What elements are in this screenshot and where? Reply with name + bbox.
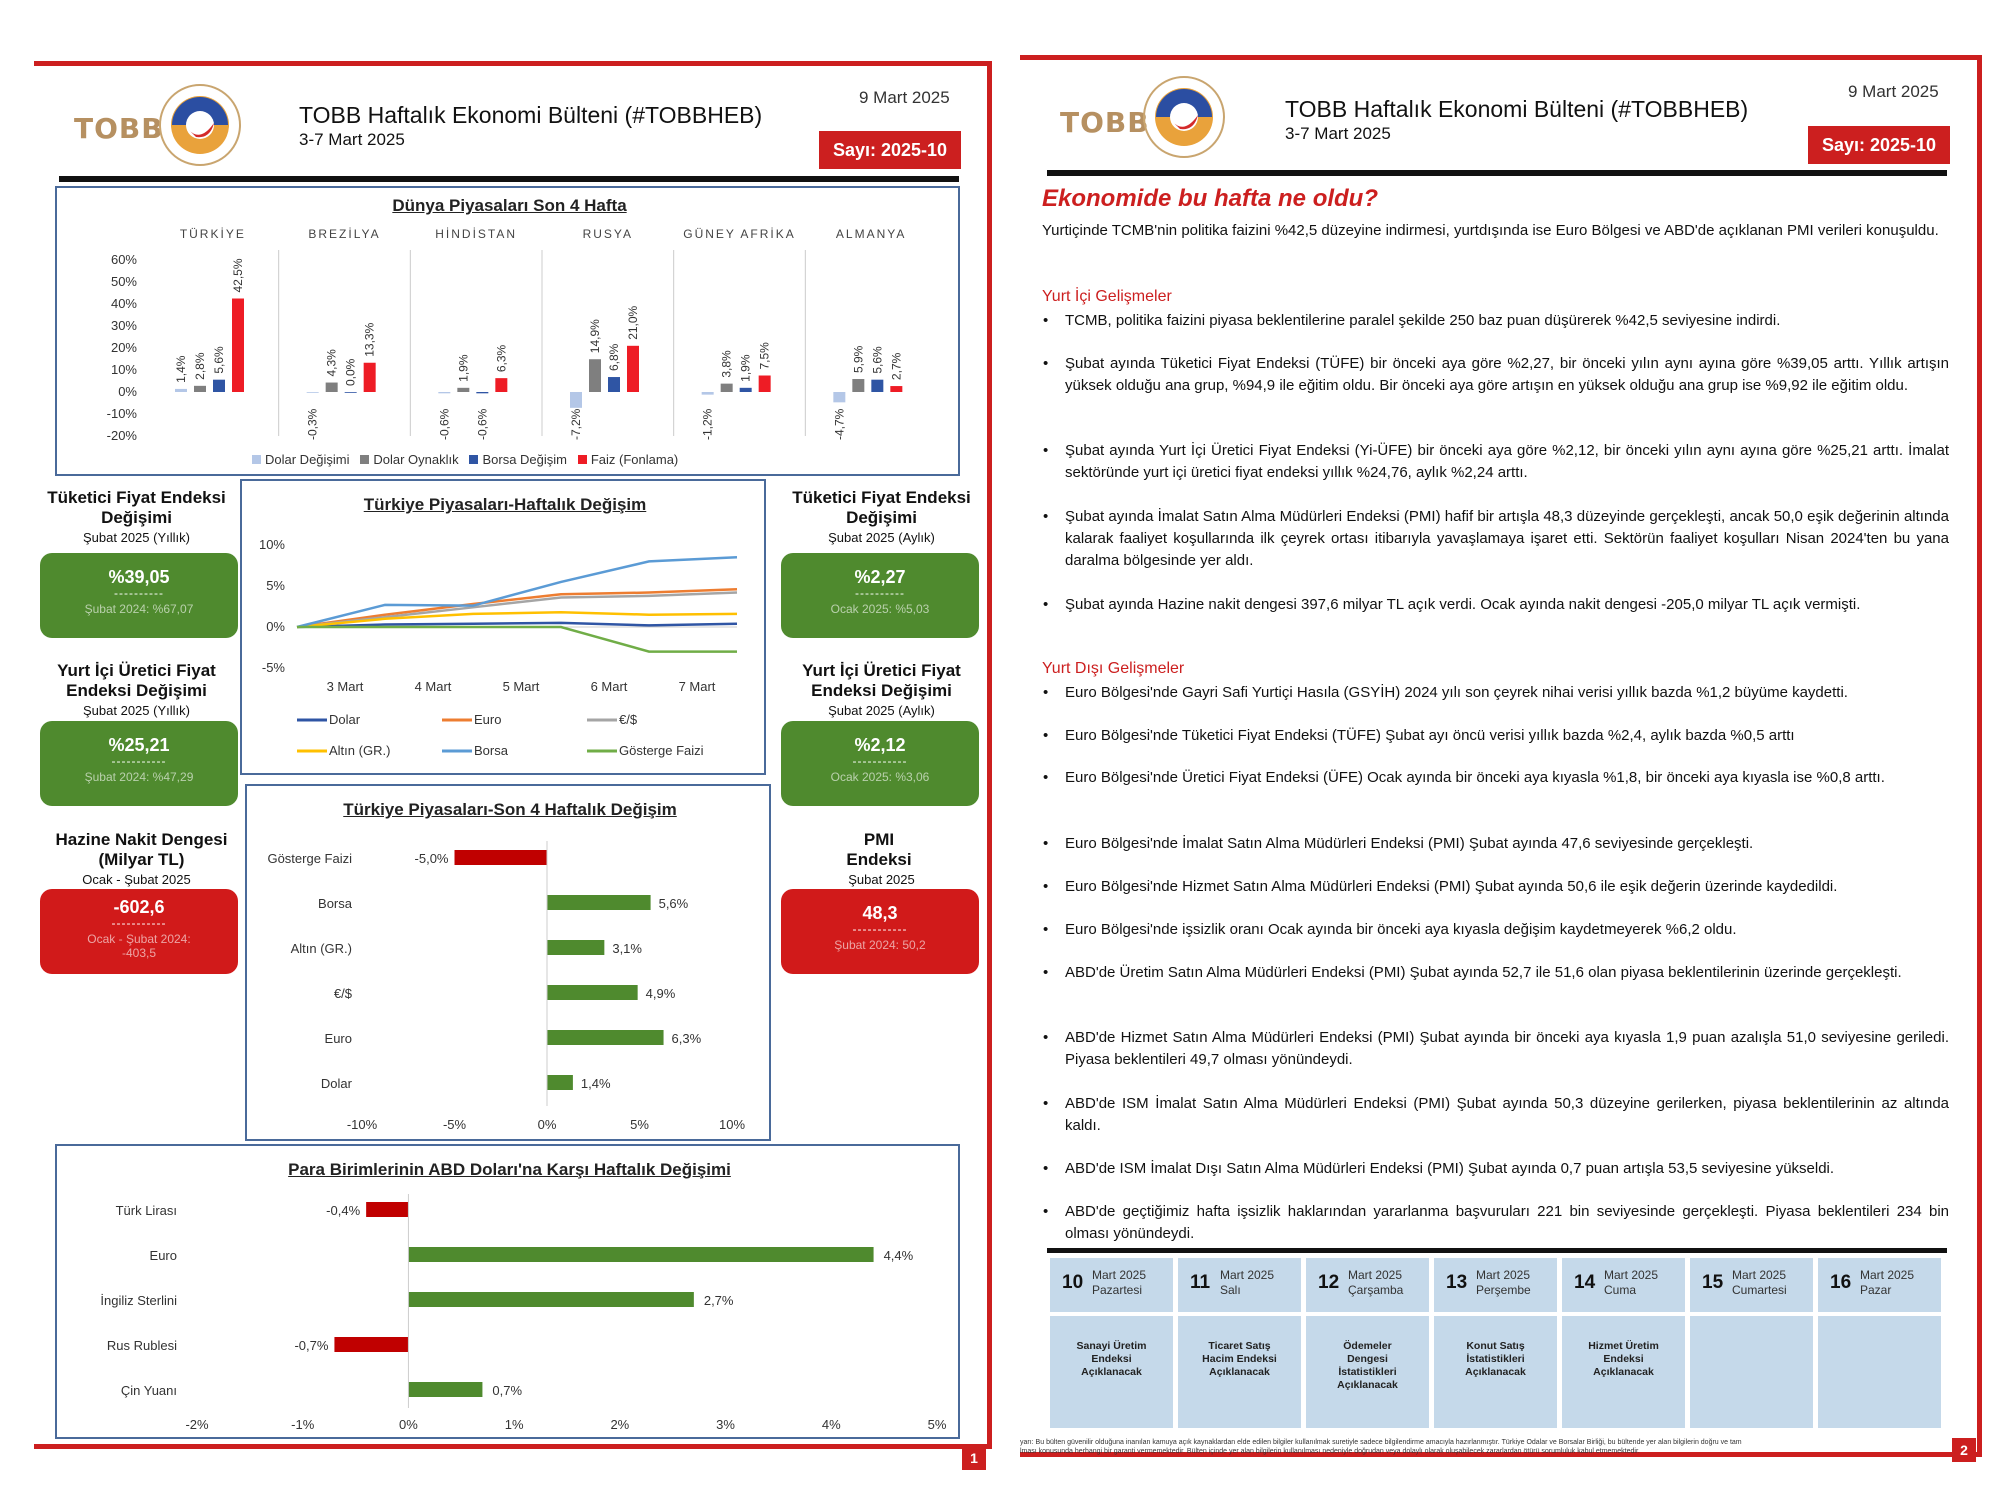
header-rule [59, 176, 959, 182]
kpi-previous: Şubat 2024: %47,29 [84, 770, 194, 784]
foreign-item: • ABD'de ISM İmalat Dışı Satın Alma Müdürleri Endeksi (PMI) Şubat ayında 0,7 puan artışla 53,5 seviyesine yükseldi. [1065, 1158, 1949, 1180]
calendar-event: Ticaret Satış Hacim Endeksi Açıklanacak [1178, 1316, 1301, 1428]
bar [408, 1382, 482, 1397]
bar-value-label: 5,6% [870, 346, 885, 374]
bar-value-label: -0,3% [305, 408, 320, 440]
bar [408, 1247, 873, 1262]
kpi-previous: Şubat 2024: 50,2 [834, 938, 926, 952]
kpi-value: -602,6 [113, 897, 165, 917]
kpi-tufe-monthly-sub: Şubat 2025 (Aylık) [828, 530, 935, 545]
bulletin-week: 3-7 Mart 2025 [299, 130, 405, 149]
bar-value-label: -7,2% [569, 408, 583, 440]
y-tick-label: 10% [110, 362, 137, 377]
calendar-day-date: Mart 2025 Perşembe [1476, 1268, 1531, 1297]
kpi-ufe-monthly-box [781, 721, 979, 806]
x-tick-label: 6 Mart [590, 679, 628, 694]
foreign-item: • ABD'de ISM İmalat Satın Alma Müdürleri Endeksi (PMI) Şubat ayında 50,3 düzeyine gerilerken, piyasa beklentilerinin az altında kaldı. [1065, 1093, 1949, 1137]
x-tick-label: 4 Mart [414, 679, 452, 694]
bar-value-label: 6,8% [607, 343, 621, 372]
calendar-day-number: 12 [1318, 1272, 1340, 1293]
legend-label: Euro [474, 712, 502, 727]
y-tick-label: 60% [110, 252, 137, 267]
bar [345, 392, 357, 393]
calendar-day-number: 10 [1062, 1272, 1084, 1293]
bar [547, 895, 651, 910]
calendar-event: Ödemeler Dengesi İstatistikleri Açıklanacak [1306, 1316, 1429, 1428]
y-tick-label: 0% [266, 619, 285, 634]
bar-value-label: 5,9% [851, 345, 866, 374]
kpi-ufe-monthly-sub: Şubat 2025 (Aylık) [828, 703, 935, 718]
country-label: TÜRKİYE [179, 227, 246, 241]
fx-frame [55, 1144, 960, 1439]
bar [232, 299, 244, 393]
bar [366, 1202, 408, 1217]
calendar-day-header [1306, 1258, 1429, 1312]
legend-label: €/$ [619, 712, 638, 727]
bar [213, 380, 225, 392]
bar [852, 379, 864, 392]
bar-value-label: 0,7% [492, 1383, 523, 1398]
legend-item: Faiz (Fonlama) [578, 452, 678, 467]
bar-category-label: Dolar [320, 1076, 352, 1091]
x-tick-label: 1% [504, 1417, 524, 1432]
bar-value-label: 42,5% [231, 258, 245, 293]
kpi-tufe-yearly-title: Tüketici Fiyat Endeksi Değişimi [47, 488, 226, 527]
bar-value-label: 4,9% [645, 986, 676, 1001]
world-chart [57, 188, 957, 473]
bulletin-title: TOBB Haftalık Ekonomi Bülteni (#TOBBHEB) [1285, 96, 1749, 122]
country-label: GÜNEY AFRİKA [683, 227, 796, 241]
bulletin-title: TOBB Haftalık Ekonomi Bülteni (#TOBBHEB) [299, 102, 763, 128]
bar [408, 1292, 693, 1307]
foreign-item: • Euro Bölgesi'nde Gayri Safi Yurtiçi Hasıla (GSYİH) 2024 yılı son çeyrek nihai verisi yıllık bazda %1,2 büyüme kaydetti. [1065, 682, 1949, 704]
x-tick-label: -1% [291, 1417, 315, 1432]
bar-value-label: 14,9% [588, 319, 602, 354]
kpi-value: %2,12 [854, 735, 906, 755]
bar [175, 389, 187, 392]
bar [547, 1075, 573, 1090]
kpi-tufe-yearly-sub: Şubat 2025 (Yıllık) [83, 530, 190, 545]
y-tick-label: 50% [110, 274, 137, 289]
bulletin-date: 9 Mart 2025 [1848, 82, 1939, 101]
x-tick-label: 5 Mart [502, 679, 540, 694]
world-legend [252, 452, 852, 467]
bar-value-label: -1,2% [700, 408, 715, 440]
y-tick-label: -20% [106, 428, 137, 443]
foreign-item: • Euro Bölgesi'nde Üretici Fiyat Endeksi (ÜFE) Ocak ayında bir önceki aya kıyasla %1,8, bir önceki aya kıyasla ise %0,8 arttı. [1065, 767, 1949, 789]
x-tick-label: 4% [821, 1417, 841, 1432]
y-tick-label: 10% [258, 537, 285, 552]
issue-badge: Sayı: 2025-10 [1808, 126, 1950, 164]
page-2 [1020, 55, 1982, 1457]
bar [457, 388, 469, 392]
world-chart-title: Dünya Piyasaları Son 4 Hafta [392, 196, 627, 215]
bar4-chart-title: Türkiye Piyasaları-Son 4 Haftalık Değişim [343, 800, 677, 819]
y-tick-label: 0% [118, 384, 137, 399]
calendar-day-number: 11 [1190, 1272, 1211, 1293]
calendar-day-number: 16 [1830, 1272, 1852, 1293]
calendar-day-number: 13 [1446, 1272, 1468, 1293]
intro-text: Yurtiçinde TCMB'nin politika faizini %42,5 düzeyine indirmesi, yurtdışında ise Euro Bölgesi ve ABD'de açıklanan PMI verileri konuşuldu. [1042, 222, 1939, 239]
bar-value-label: 6,3% [671, 1031, 702, 1046]
calendar-day-date: Mart 2025 Çarşamba [1348, 1268, 1404, 1297]
calendar-day-date: Mart 2025 Cuma [1604, 1268, 1659, 1297]
bar [364, 363, 376, 392]
bar-category-label: Altın (GR.) [290, 941, 352, 956]
bar-value-label: 7,5% [757, 342, 772, 370]
calendar-day-date: Mart 2025 Cumartesi [1732, 1268, 1787, 1297]
kpi-previous: Ocak 2025: %3,06 [830, 770, 930, 784]
kpi-divider: ----------- [111, 916, 167, 930]
bar [334, 1337, 408, 1352]
fx-chart [57, 1146, 957, 1436]
kpi-divider: ----------- [852, 754, 908, 768]
bar [871, 380, 883, 392]
calendar-day-header [1178, 1258, 1301, 1312]
bar [547, 1030, 664, 1045]
x-tick-label: 10% [718, 1117, 746, 1132]
legend-label: Borsa [474, 743, 508, 758]
line-chart-title: Türkiye Piyasaları-Haftalık Değişim [363, 495, 647, 514]
bar-value-label: 3,1% [612, 941, 642, 956]
kpi-previous: Şubat 2024: %67,07 [84, 602, 194, 616]
bar-value-label: -5,0% [414, 851, 449, 866]
bar-category-label: İngiliz Sterlini [100, 1293, 177, 1308]
legend-label: Dolar [329, 712, 361, 727]
bar-value-label: 3,8% [719, 350, 734, 378]
bar-value-label: 4,3% [324, 349, 339, 377]
bar [589, 359, 601, 392]
y-tick-label: 5% [266, 578, 285, 593]
four-week-chart [247, 786, 769, 1139]
bar-value-label: 1,9% [456, 354, 471, 382]
country-label: RUSYA [582, 227, 634, 241]
kpi-hazine-box [40, 889, 238, 974]
foreign-item: • ABD'de geçtiğimiz hafta işsizlik haklarından yararlanma başvuruları 221 bin seviyesinde gerçekleşti. Piyasa beklentileri 234 bin olması yönündeydi. [1065, 1201, 1949, 1245]
calendar-day-number: 14 [1574, 1272, 1596, 1293]
domestic-heading: Yurt İçi Gelişmeler [1042, 288, 1172, 305]
bar-value-label: 1,4% [580, 1076, 611, 1091]
bar [495, 378, 507, 392]
kpi-value: 48,3 [862, 903, 898, 923]
calendar-event [1818, 1316, 1941, 1428]
bulletin-date: 9 Mart 2025 [859, 88, 950, 107]
bar-value-label: 5,6% [212, 346, 226, 374]
x-tick-label: 5% [927, 1417, 947, 1432]
x-tick-label: 3% [716, 1417, 735, 1432]
bar-value-label: 2,7% [889, 352, 904, 381]
bar-value-label: -0,7% [294, 1338, 329, 1353]
kpi-value: %25,21 [108, 735, 170, 755]
kpi-divider: ---------- [855, 586, 905, 600]
bar [326, 383, 338, 392]
four-week-frame [245, 784, 771, 1141]
foreign-item: • ABD'de Hizmet Satın Alma Müdürleri Endeksi (PMI) Şubat ayında bir önceki aya kıyasla 1,9 puan azalışla 51,0 seviyesine geriledi. Piyasa beklentileri 49,7 olması yönündeydi. [1065, 1027, 1949, 1071]
bar-value-label: -0,4% [326, 1203, 361, 1218]
domestic-item: • Şubat ayında Tüketici Fiyat Endeksi (TÜFE) bir önceki aya göre %2,27, bir önceki yılın aynı ayına göre %39,05 arttı. Yıllık artışın yüksek olduğu ana grup, %94,9 ile eğitim oldu. Bir önceki aya göre artışın en yüksek olduğu ana grup ise %9,92 ile eğitim oldu. [1065, 353, 1949, 397]
calendar-rule [1047, 1248, 1947, 1253]
bar [438, 392, 450, 393]
calendar-day-header [1050, 1258, 1173, 1312]
kpi-ufe-yearly-title: Yurt İçi Üretici Fiyat Endeksi Değişimi [57, 661, 216, 700]
bar-value-label: -4,7% [832, 408, 847, 440]
country-label: HİNDİSTAN [435, 227, 518, 241]
bar-category-label: Borsa [318, 896, 352, 911]
page2-heading: Ekonomide bu hafta ne oldu? [1042, 185, 1378, 212]
foreign-item: • Euro Bölgesi'nde Hizmet Satın Alma Müdürleri Endeksi (PMI) Şubat ayında 50,6 ile eşik değerin üzerinde kaydedildi. [1065, 876, 1949, 898]
bar-value-label: 6,3% [494, 344, 509, 373]
page-1 [34, 61, 992, 1466]
bar-value-label: 4,4% [883, 1248, 914, 1263]
kpi-previous: Ocak 2025: %5,03 [830, 602, 930, 616]
legend-item: Borsa Değişim [469, 452, 567, 467]
legend-item: Dolar Oynaklık [360, 452, 458, 467]
disclaimer-line: yarı: Bu bülten güvenilir olduğuna inanılan kamuya açık kaynaklardan elde edilen bilgiler kullanılmak suretiyle sadece bilgilendirme amacıyla hazırlanmıştır. Türkiye Odalar ve Borsalar Birliği, bu bültende yer alan bilgilerin doğru ve tam [1020, 1439, 1742, 1446]
bar [570, 392, 582, 408]
y-tick-label: 30% [110, 318, 137, 333]
page-1-number: 1 [962, 1446, 986, 1470]
foreign-item: • Euro Bölgesi'nde İmalat Satın Alma Müdürleri Endeksi (PMI) Şubat ayında 47,6 seviyesinde gerçekleşti. [1065, 833, 1949, 855]
calendar-day-header [1434, 1258, 1557, 1312]
bar [627, 346, 639, 392]
bar [455, 850, 548, 865]
bar-category-label: Gösterge Faizi [267, 851, 352, 866]
domestic-item: • Şubat ayında Yurt İçi Üretici Fiyat Endeksi (Yi-ÜFE) bir önceki aya göre %2,12, bir önceki yılın aynı ayına göre %25,21 arttı. İmalat sektöründe yurt içi üretici fiyat endeksi yıllık %24,76, aylık %2,24 arttı. [1065, 440, 1949, 484]
kpi-value: %39,05 [108, 567, 170, 587]
calendar-event: Konut Satış İstatistikleri Açıklanacak [1434, 1316, 1557, 1428]
calendar-day-date: Mart 2025 Pazar [1860, 1268, 1915, 1297]
tobb-logo-text: TOBB [1060, 106, 1150, 139]
kpi-hazine-title: Hazine Nakit Dengesi (Milyar TL) [55, 830, 228, 869]
country-label: ALMANYA [835, 227, 907, 241]
bar [194, 386, 206, 392]
bar-category-label: Çin Yuanı [120, 1383, 177, 1398]
bar [702, 392, 714, 395]
kpi-tufe-monthly-title: Tüketici Fiyat Endeksi Değişimi [792, 488, 971, 527]
bulletin-week: 3-7 Mart 2025 [1285, 124, 1391, 143]
kpi-previous: Ocak - Şubat 2024: -403,5 [87, 932, 191, 960]
bar-value-label: 21,0% [626, 305, 640, 340]
kpi-ufe-monthly-title: Yurt İçi Üretici Fiyat Endeksi Değişimi [802, 661, 961, 700]
world-markets-frame [55, 186, 960, 476]
bar-value-label: 13,3% [362, 322, 377, 357]
calendar-event: Hizmet Üretim Endeksi Açıklanacak [1562, 1316, 1685, 1428]
x-tick-label: 0% [537, 1117, 557, 1132]
x-tick-label: 5% [630, 1117, 649, 1132]
tobb-logo-text: TOBB [74, 112, 164, 145]
kpi-divider: ---------- [114, 586, 164, 600]
kpi-ufe-yearly-sub: Şubat 2025 (Yıllık) [83, 703, 190, 718]
calendar-day-number: 15 [1702, 1272, 1724, 1293]
bar [547, 985, 638, 1000]
domestic-item: • TCMB, politika faizini piyasa beklentilerine paralel şekilde 250 baz puan düşürerek %42,5 seviyesine indirdi. [1065, 310, 1949, 332]
bar [833, 392, 845, 402]
bar-value-label: 2,7% [703, 1293, 734, 1308]
kpi-hazine-sub: Ocak - Şubat 2025 [82, 872, 191, 887]
kpi-divider: ----------- [852, 922, 908, 936]
calendar-day-header [1690, 1258, 1813, 1312]
y-tick-label: 20% [110, 340, 137, 355]
disclaimer [1020, 1438, 1920, 1456]
fx-chart-title: Para Birimlerinin ABD Doları'na Karşı Haftalık Değişimi [288, 1160, 731, 1179]
calendar-day-header [1562, 1258, 1685, 1312]
kpi-pmi-box [781, 889, 979, 974]
calendar-day-date: Mart 2025 Salı [1220, 1268, 1275, 1297]
foreign-item: • Euro Bölgesi'nde işsizlik oranı Ocak ayında bir önceki aya kıyasla değişim kaydetmeyerek %6,2 oldu. [1065, 919, 1949, 941]
bar [307, 392, 319, 393]
bar-category-label: Euro [324, 1031, 352, 1046]
bar-value-label: 2,8% [193, 352, 207, 380]
y-tick-label: -10% [106, 406, 137, 421]
bar-value-label: 5,6% [658, 896, 689, 911]
weekly-change-frame [240, 479, 766, 775]
line-chart [242, 481, 764, 773]
bar [740, 388, 752, 392]
bar [759, 376, 771, 393]
disclaimer-line: lması konusunda herhangi bir garanti vermemektedir. Bülten içinde yer alan bilgilerin kullanılması nedeniyle doğrudan veya dolaylı olarak oluşabilecek zararlardan ötürü sorumluluk kabul etmemektedir. [1020, 1448, 1640, 1455]
series-line [297, 627, 737, 652]
x-tick-label: 2% [610, 1417, 630, 1432]
bar-value-label: 1,4% [174, 355, 188, 383]
x-tick-label: 7 Mart [678, 679, 716, 694]
domestic-item: • Şubat ayında Hazine nakit dengesi 397,6 milyar TL açık verdi. Ocak ayında nakit dengesi -205,0 milyar TL açık vermişti. [1065, 594, 1949, 616]
legend-item: Dolar Değişimi [252, 452, 350, 467]
y-tick-label: -5% [261, 660, 285, 675]
bar-value-label: 0,0% [343, 358, 358, 386]
kpi-pmi-sub: Şubat 2025 [848, 872, 915, 887]
issue-badge: Sayı: 2025-10 [819, 131, 961, 169]
bar [721, 384, 733, 392]
bar-category-label: Rus Rublesi [106, 1338, 177, 1353]
kpi-tufe-yearly-box [40, 553, 238, 638]
kpi-value: %2,27 [854, 567, 906, 587]
header-rule [1047, 170, 1947, 176]
x-tick-label: -5% [442, 1117, 467, 1132]
country-label: BREZİLYA [308, 227, 381, 241]
bar-value-label: -0,6% [437, 408, 452, 440]
foreign-heading: Yurt Dışı Gelişmeler [1042, 660, 1185, 677]
legend-label: Altın (GR.) [329, 743, 391, 758]
kpi-ufe-yearly-box [40, 721, 238, 806]
calendar-event: Sanayi Üretim Endeksi Açıklanacak [1050, 1316, 1173, 1428]
bar [476, 392, 488, 393]
tobb-seal-icon [1142, 75, 1226, 159]
calendar-day-header [1818, 1258, 1941, 1312]
calendar-day-date: Mart 2025 Pazartesi [1092, 1268, 1147, 1297]
bar-category-label: €/$ [333, 986, 352, 1001]
kpi-pmi-title: PMI Endeksi [846, 830, 912, 869]
tobb-seal-icon [158, 83, 242, 167]
domestic-item: • Şubat ayında İmalat Satın Alma Müdürleri Endeksi (PMI) hafif bir artışla 48,3 düzeyinde gerçekleşti, ancak 50,0 eşik değerinin altında kalarak faaliyet koşullarında ilk çeyrek ortası itibarıyla yavaşlamaya işaret etti. Sektörün faaliyet koşulları Nisan 2024'ten bu yana daralma bölgesinde yer aldı. [1065, 506, 1949, 572]
foreign-item: • ABD'de Üretim Satın Alma Müdürleri Endeksi (PMI) Şubat ayında 52,7 ile 51,6 olan piyasa beklentilerinin üzerinde gerçekleşti. [1065, 962, 1949, 984]
kpi-divider: ----------- [111, 754, 167, 768]
bar-value-label: 1,9% [738, 354, 753, 382]
y-tick-label: 40% [110, 296, 137, 311]
legend-label: Gösterge Faizi [619, 743, 704, 758]
bar [547, 940, 604, 955]
foreign-item: • Euro Bölgesi'nde Tüketici Fiyat Endeksi (TÜFE) Şubat ayı öncü verisi yıllık bazda %2,4, aylık bazda %0,5 arttı [1065, 725, 1949, 747]
week-calendar [1047, 1258, 1947, 1428]
bar [890, 386, 902, 392]
calendar-event [1690, 1316, 1813, 1428]
x-tick-label: 3 Mart [326, 679, 364, 694]
bar [608, 377, 620, 392]
bar-value-label: -0,6% [475, 408, 490, 440]
x-tick-label: -10% [346, 1117, 378, 1132]
x-tick-label: 0% [399, 1417, 418, 1432]
x-tick-label: -2% [185, 1417, 209, 1432]
bar-category-label: Türk Lirası [115, 1203, 177, 1218]
bar-category-label: Euro [149, 1248, 177, 1263]
kpi-tufe-monthly-box [781, 553, 979, 638]
page-2-number: 2 [1952, 1438, 1976, 1462]
